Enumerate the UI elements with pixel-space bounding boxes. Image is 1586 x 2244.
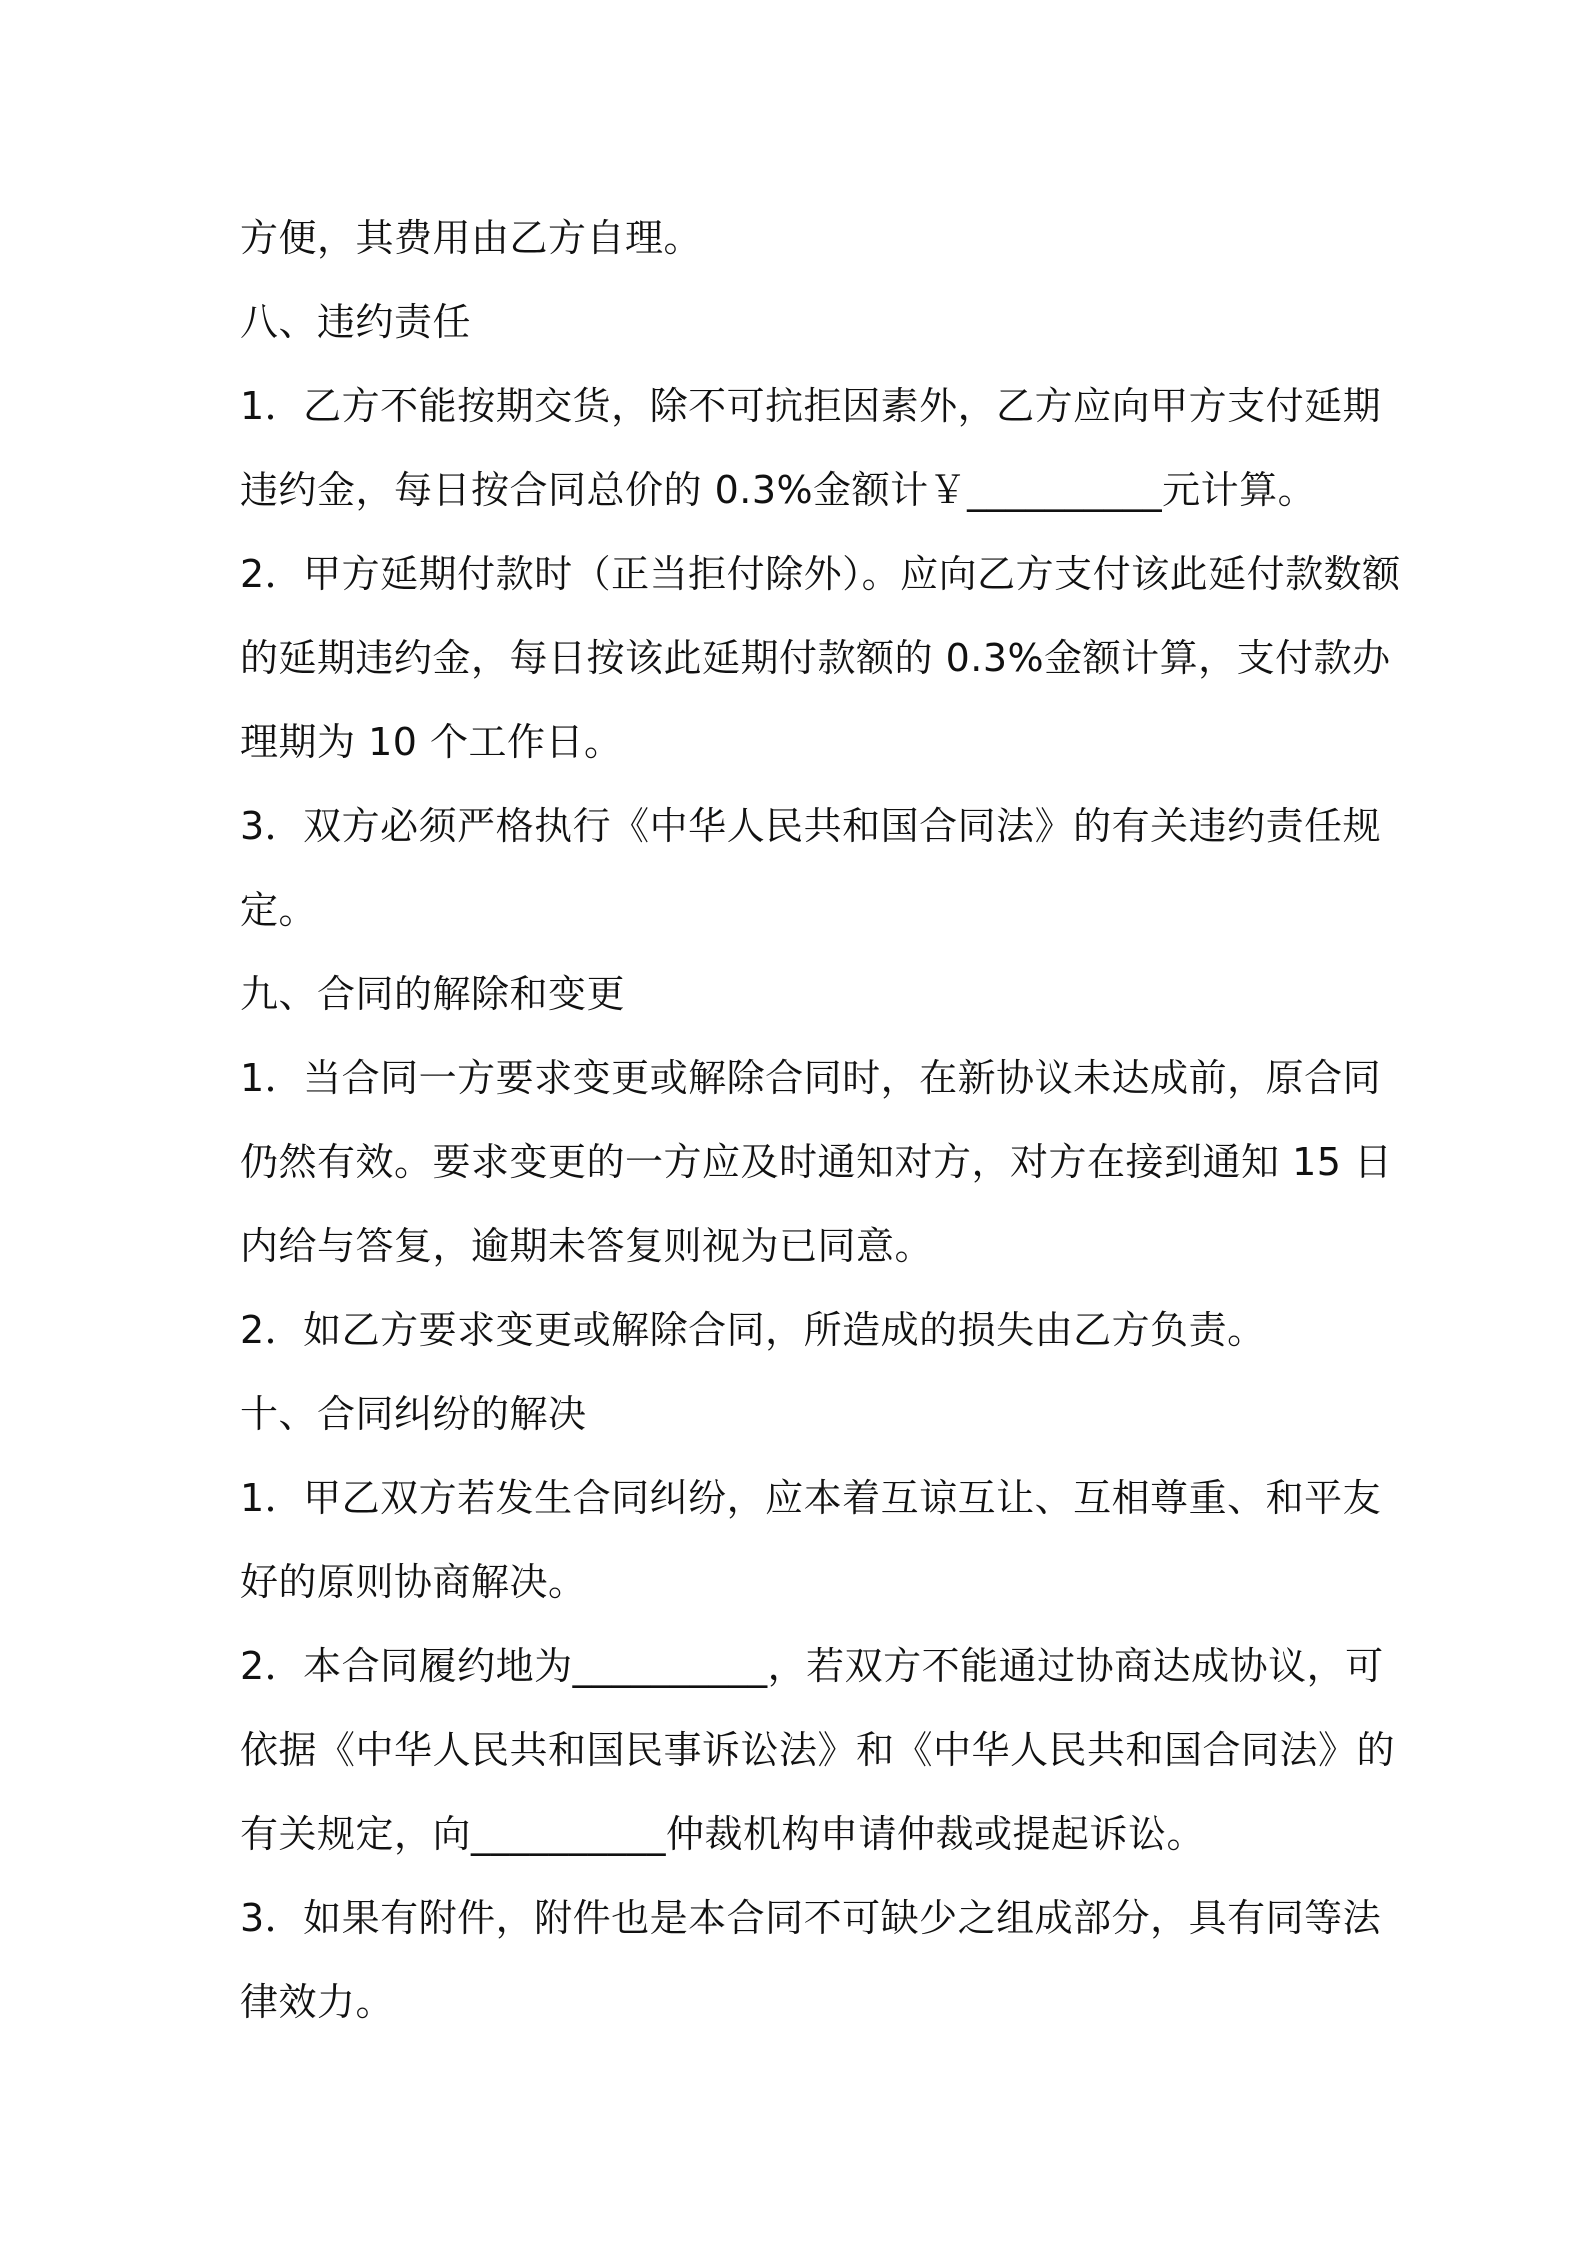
text-line: 律效力。 (240, 1980, 395, 2024)
text-line: 3．如果有附件，附件也是本合同不可缺少之组成部分，具有同等法 (240, 1896, 1382, 1940)
text-line: 2．甲方延期付款时（正当拒付除外）。应向乙方支付该此延付款数额 (240, 552, 1401, 596)
text-line: 内给与答复，逾期未答复则视为已同意。 (240, 1224, 934, 1268)
text-line: 的延期违约金，每日按该此延期付款额的 0.3%金额计算，支付款办 (240, 636, 1391, 680)
text-line: 方便，其费用由乙方自理。 (240, 216, 703, 260)
text-line: 2．如乙方要求变更或解除合同，所造成的损失由乙方负责。 (240, 1308, 1266, 1352)
text-line: 有关规定，向__________仲裁机构申请仲裁或提起诉讼。 (240, 1812, 1206, 1856)
text-line: 3．双方必须严格执行《中华人民共和国合同法》的有关违约责任规 (240, 804, 1382, 848)
section-heading-dispute-resolution: 十、合同纠纷的解决 (240, 1392, 587, 1436)
text-line: 1．甲乙双方若发生合同纠纷，应本着互谅互让、互相尊重、和平友 (240, 1476, 1382, 1520)
text-line: 定。 (240, 888, 318, 932)
text-line: 好的原则协商解决。 (240, 1560, 587, 1604)
text-line: 理期为 10 个工作日。 (240, 720, 623, 764)
section-heading-breach-liability: 八、违约责任 (240, 300, 472, 344)
text-line: 1．乙方不能按期交货，除不可抗拒因素外，乙方应向甲方支付延期 (240, 384, 1382, 428)
document-body (240, 196, 1401, 2044)
text-line: 违约金，每日按合同总价的 0.3%金额计￥__________元计算。 (240, 468, 1317, 512)
section-heading-termination-modification: 九、合同的解除和变更 (240, 972, 626, 1016)
text-line: 1．当合同一方要求变更或解除合同时，在新协议未达成前，原合同 (240, 1056, 1382, 1100)
text-line: 2．本合同履约地为__________，若双方不能通过协商达成协议，可 (240, 1644, 1384, 1688)
text-line: 依据《中华人民共和国民事诉讼法》和《中华人民共和国合同法》的 (240, 1728, 1396, 1772)
text-line: 仍然有效。要求变更的一方应及时通知对方，对方在接到通知 15 日 (240, 1140, 1393, 1184)
